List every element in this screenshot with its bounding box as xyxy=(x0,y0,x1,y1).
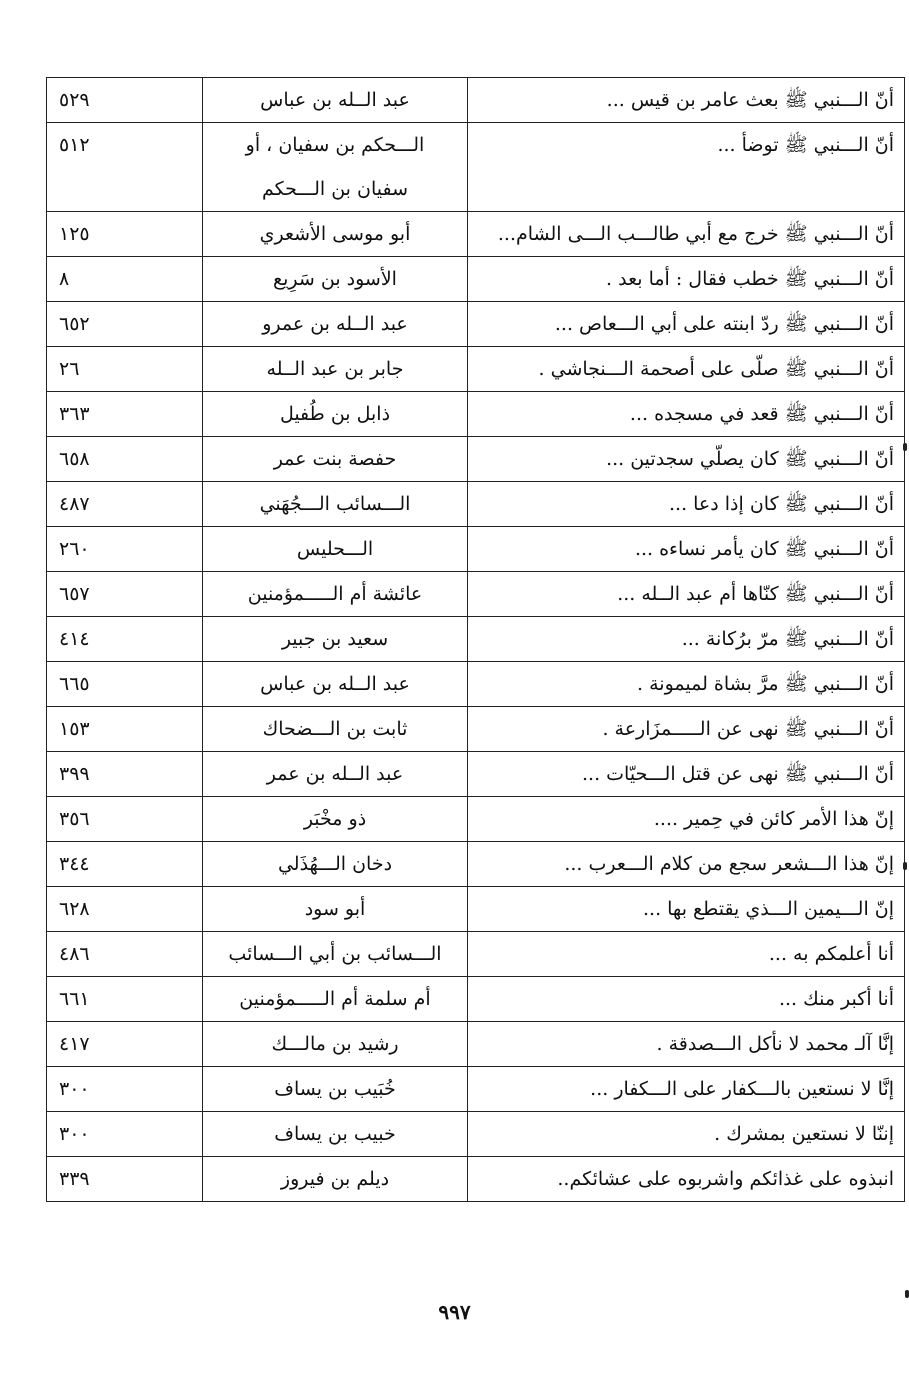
table-row xyxy=(47,662,905,707)
page-ref-cell: ٤٨٦ xyxy=(47,932,203,977)
table-row xyxy=(47,212,905,257)
page-ref-cell: ٣٠٠ xyxy=(47,1112,203,1157)
hadith-text-cell: انبذوه على غذائكم واشربوه على عشائكم.. xyxy=(468,1157,905,1202)
hadith-text-cell: إنَّا لا نستعين بالـــكفار على الـــكفار ... xyxy=(468,1067,905,1112)
narrator-cell xyxy=(203,572,468,617)
hadith-text-cell: أنّ الـــنبي ﷺ خرج مع أبي طالـــب الـــى الشام... xyxy=(468,212,905,257)
table-row xyxy=(47,392,905,437)
table-row xyxy=(47,302,905,347)
narrator-line: ذابل بن طُفيل xyxy=(279,403,391,425)
page-ref-cell: ٣٩٩ xyxy=(47,752,203,797)
hadith-text-cell: أنّ الـــنبي ﷺ كنّاها أم عبد الــله ... xyxy=(468,572,905,617)
narrator-line: أبو سود xyxy=(304,898,366,920)
page-ref-cell: ٦٥٢ xyxy=(47,302,203,347)
narrator-cell xyxy=(203,527,468,572)
table-row xyxy=(47,1067,905,1112)
page-ref-cell: ٤١٧ xyxy=(47,1022,203,1067)
hadith-text-cell: أنّ الـــنبي ﷺ نهى عن الـــــمزَارعة . xyxy=(468,707,905,752)
table-row xyxy=(47,797,905,842)
narrator-line: عبد الــله بن عمرو xyxy=(262,313,408,335)
narrator-line: أم سلمة أم الـــــمؤمنين xyxy=(239,988,431,1010)
page-ref-cell: ٣٣٩ xyxy=(47,1157,203,1202)
narrator-cell xyxy=(203,482,468,527)
narrator-cell xyxy=(203,1112,468,1157)
hadith-text-cell: أنّ الـــنبي ﷺ خطب فقال : أما بعد . xyxy=(468,257,905,302)
hadith-text-cell: أنّ الـــنبي ﷺ كان يصلّي سجدتين ... xyxy=(468,437,905,482)
narrator-line: سفيان بن الـــحكم xyxy=(261,178,408,200)
page-ref-cell: ٣٥٦ xyxy=(47,797,203,842)
hadith-text-cell: أنّ الـــنبي ﷺ بعث عامر بن قيس ... xyxy=(468,78,905,123)
table-row xyxy=(47,1022,905,1067)
hadith-text-cell: أنّ الـــنبي ﷺ كان يأمر نساءه ... xyxy=(468,527,905,572)
narrator-line: خبيب بن يساف xyxy=(274,1123,396,1145)
table-row xyxy=(47,572,905,617)
hadith-text-cell: إنّ الـــيمين الـــذي يقتطع بها ... xyxy=(468,887,905,932)
narrator-cell xyxy=(203,1067,468,1112)
table-body xyxy=(47,78,905,1202)
page-ref-cell: ٦٥٧ xyxy=(47,572,203,617)
hadith-text-cell: أنا أكبر منك ... xyxy=(468,977,905,1022)
hadith-text-cell: أنّ الـــنبي ﷺ مرَّ بشاة لميمونة . xyxy=(468,662,905,707)
narrator-line: عبد الــله بن عمر xyxy=(266,763,404,785)
page-ref-cell: ٢٦ xyxy=(47,347,203,392)
page-ref-cell: ٨ xyxy=(47,257,203,302)
table-row xyxy=(47,257,905,302)
page-ref-cell: ٢٦٠ xyxy=(47,527,203,572)
margin-mark-upper xyxy=(903,443,907,451)
page-ref-cell: ٣٦٣ xyxy=(47,392,203,437)
table-row xyxy=(47,977,905,1022)
hadith-text-cell: أنّ الـــنبي ﷺ توضأ ... xyxy=(468,123,905,212)
hadith-text-cell: أنّ الـــنبي ﷺ صلّى على أصحمة الـــنجاشي . xyxy=(468,347,905,392)
narrator-line: حفصة بنت عمر xyxy=(273,448,397,470)
table-row xyxy=(47,78,905,123)
table-row xyxy=(47,842,905,887)
page-ref-cell: ٦٢٨ xyxy=(47,887,203,932)
table-row xyxy=(47,527,905,572)
narrator-cell xyxy=(203,842,468,887)
hadith-text-cell: أنّ الـــنبي ﷺ كان إذا دعا ... xyxy=(468,482,905,527)
margin-mark-bottom xyxy=(905,1290,909,1298)
page-ref-cell: ١٢٥ xyxy=(47,212,203,257)
margin-mark-lower xyxy=(903,862,907,870)
narrator-cell xyxy=(203,617,468,662)
narrator-cell xyxy=(203,78,468,123)
hadith-text-cell: أنّ الـــنبي ﷺ مرّ برُكانة ... xyxy=(468,617,905,662)
hadith-index-table xyxy=(46,77,905,1202)
narrator-line: عائشة أم الـــــمؤمنين xyxy=(247,583,423,605)
narrator-line: جابر بن عبد الــله xyxy=(266,358,404,380)
narrator-line: الـــسائب بن أبي الـــسائب xyxy=(228,943,442,965)
narrator-cell xyxy=(203,257,468,302)
narrator-cell xyxy=(203,887,468,932)
narrator-cell xyxy=(203,752,468,797)
narrator-line: عبد الــله بن عباس xyxy=(260,89,410,111)
page-ref-cell: ٣٤٤ xyxy=(47,842,203,887)
page-ref-cell: ٦٦٥ xyxy=(47,662,203,707)
hadith-text-cell: إنَّا آلـ محمد لا نأكل الـــصدقة . xyxy=(468,1022,905,1067)
narrator-cell xyxy=(203,1157,468,1202)
narrator-cell xyxy=(203,932,468,977)
narrator-line: الـــحكم بن سفيان ، أو xyxy=(245,134,425,156)
narrator-line: دخان الـــهُذَلي xyxy=(277,853,393,875)
page-ref-cell: ٤٨٧ xyxy=(47,482,203,527)
hadith-text-cell: أنّ الـــنبي ﷺ نهى عن قتل الـــحيّات ... xyxy=(468,752,905,797)
table-row xyxy=(47,1157,905,1202)
narrator-cell xyxy=(203,707,468,752)
hadith-text-cell: إنّ هذا الأمر كائن في حِمير .... xyxy=(468,797,905,842)
page-ref-cell: ٥٢٩ xyxy=(47,78,203,123)
hadith-text-cell: أنّ الـــنبي ﷺ ردّ ابنته على أبي الـــعاص ... xyxy=(468,302,905,347)
table-row xyxy=(47,123,905,212)
page-ref-cell: ٣٠٠ xyxy=(47,1067,203,1112)
table-row xyxy=(47,887,905,932)
narrator-cell xyxy=(203,662,468,707)
table-row xyxy=(47,707,905,752)
hadith-text-cell: إننّا لا نستعين بمشرك . xyxy=(468,1112,905,1157)
hadith-text-cell: أنا أعلمكم به ... xyxy=(468,932,905,977)
narrator-line: ذو مخْبَر xyxy=(303,808,367,830)
page-ref-cell: ٦٥٨ xyxy=(47,437,203,482)
page-number: ٩٩٧ xyxy=(438,1300,471,1324)
narrator-line: الأسود بن سَرِيع xyxy=(273,268,397,290)
narrator-cell xyxy=(203,1022,468,1067)
page-ref-cell: ٦٦١ xyxy=(47,977,203,1022)
narrator-cell xyxy=(203,347,468,392)
page-ref-cell: ٤١٤ xyxy=(47,617,203,662)
narrator-line: عبد الــله بن عباس xyxy=(260,673,410,695)
narrator-cell xyxy=(203,302,468,347)
table-row xyxy=(47,482,905,527)
hadith-text-cell: إنّ هذا الـــشعر سجع من كلام الـــعرب ... xyxy=(468,842,905,887)
narrator-line: الـــحليس xyxy=(296,538,374,560)
narrator-line: ديلم بن فيروز xyxy=(280,1168,390,1190)
narrator-line: الـــسائب الـــجُهَني xyxy=(259,493,411,515)
table-row xyxy=(47,1112,905,1157)
narrator-line: رشيد بن مالـــك xyxy=(271,1033,399,1055)
page-ref-cell: ١٥٣ xyxy=(47,707,203,752)
narrator-line: ثابت بن الـــضحاك xyxy=(262,718,408,740)
narrator-cell xyxy=(203,797,468,842)
narrator-cell xyxy=(203,977,468,1022)
table-row xyxy=(47,617,905,662)
table-row xyxy=(47,347,905,392)
narrator-line: خُبَيب بن يساف xyxy=(274,1078,396,1100)
hadith-text-cell: أنّ الـــنبي ﷺ قعد في مسجده ... xyxy=(468,392,905,437)
narrator-line: أبو موسى الأشعري xyxy=(259,223,411,245)
narrator-line: سعيد بن جبير xyxy=(281,628,389,650)
narrator-cell xyxy=(203,123,468,212)
page-ref-cell: ٥١٢ xyxy=(47,123,203,212)
narrator-cell xyxy=(203,437,468,482)
table-row xyxy=(47,437,905,482)
table-row xyxy=(47,932,905,977)
narrator-cell xyxy=(203,212,468,257)
table-row xyxy=(47,752,905,797)
narrator-cell xyxy=(203,392,468,437)
